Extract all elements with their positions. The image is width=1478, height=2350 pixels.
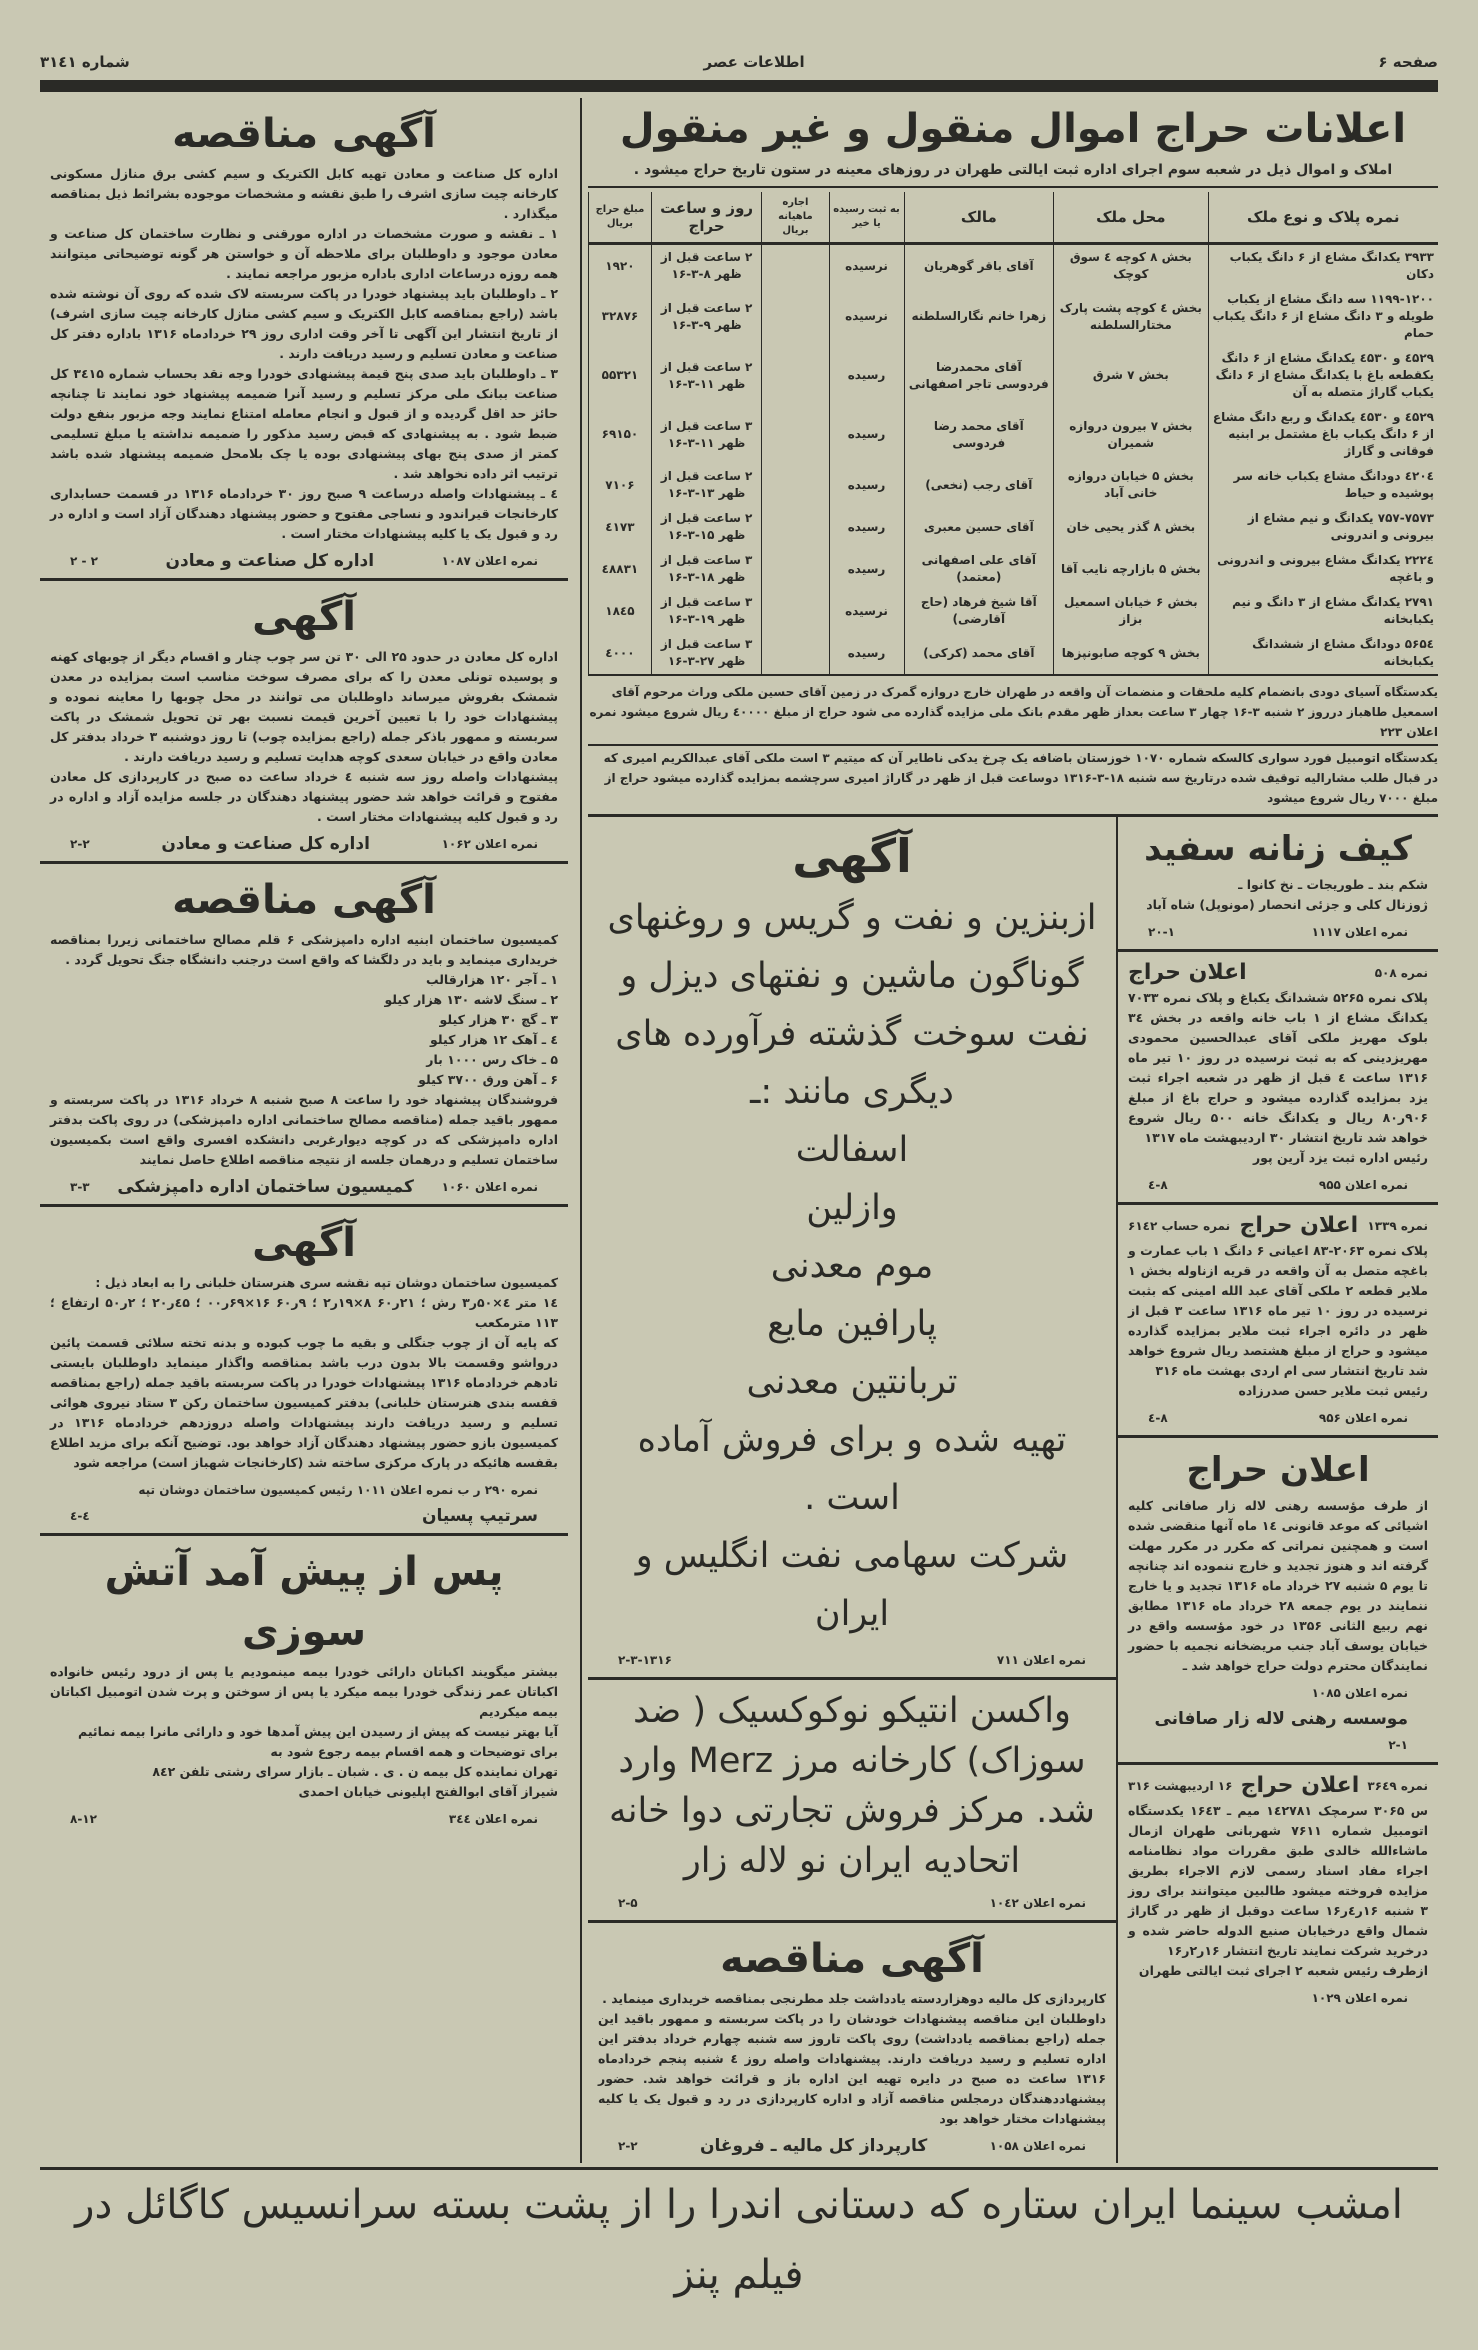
table-cell: آقای باقر گوهریان bbox=[904, 244, 1054, 288]
cinema-banner: امشب سینما ایران ستاره که دستانی اندرا را از پشت بسته سرانسیس کاگائل در فیلم پنز bbox=[40, 2167, 1438, 2310]
table-row bbox=[589, 464, 1439, 506]
ad-title-row bbox=[1128, 958, 1428, 988]
table-cell: بخش ۶ خیابان اسمعیل بزاز bbox=[1054, 590, 1208, 632]
ad-number: نمره اعلان ۱۰۲۹ bbox=[1311, 1991, 1408, 2005]
ad-number: نمره اعلان ۱۱۱۷ bbox=[1311, 925, 1408, 939]
ad-number: نمره اعلان ۱۰۶۲ bbox=[441, 837, 538, 851]
ad-title: اعلان حراج bbox=[1128, 960, 1247, 985]
table-cell: آقای محمد رضا فردوسی bbox=[904, 405, 1054, 464]
table-row bbox=[589, 548, 1439, 590]
table-cell bbox=[762, 506, 829, 548]
table-row bbox=[589, 590, 1439, 632]
ad-code: ۲-۲ bbox=[618, 2139, 638, 2153]
auction-subtitle: املاک و اموال ذیل در شعبه سوم اجرای اداره ثبت ایالتی طهران در روزهای معینه در ستون تاریخ حراج میشود . bbox=[588, 160, 1438, 188]
table-cell: ۵۵۳۲۱ bbox=[589, 346, 652, 405]
ad-paragraph: ۶ ـ آهن ورق ۳۷۰۰ کیلو bbox=[418, 1072, 558, 1087]
ad-line: اتحادیه ایران نو لاله زار bbox=[683, 1841, 1021, 1881]
table-cell bbox=[762, 464, 829, 506]
table-cell: ۱۱۹۹-۱۲۰۰ سه دانگ مشاع از یکباب طویله و ۳ دانگ مشاع از ۶ دانگ یکباب حمام bbox=[1208, 287, 1438, 346]
ad-line: شرکت سهامی نفت انگلیس و ایران bbox=[635, 1536, 1069, 1634]
ad-title-row bbox=[1128, 1771, 1428, 1801]
ad-footer bbox=[50, 833, 558, 855]
table-row bbox=[589, 632, 1439, 674]
ad-paragraph: شکم بند ـ طوریجات ـ نخ کانوا ـ bbox=[1238, 877, 1428, 892]
ad-title: پس از پیش آمد آتش سوزی bbox=[104, 1549, 504, 1655]
ad-paragraph: ۲ ـ داوطلبان باید پیشنهاد خودرا در پاکت سربسته لاک شده که روی آن نوشته شده باشد (راجع بمناقصه کابل الکتریک و سیم کشی منازل کارخانه چیت سازی اشرف) از تاریخ انتشار این آگهی تا آخر وقت اداری روز ۲۹ خردادماه ۱۳۱۶ باداره دفتر کل صناعت و معادن تسلیم و رسید دریافت دارند . bbox=[50, 286, 558, 361]
ad-paragraph: ۱ ـ نقشه و صورت مشخصات در اداره مورقنی و نظارت ساختمان کل صناعت و معادن موجود و داوطلبان برای ملاحظه آن و خواستن هر گونه توضیحاتی میتوانند همه روزه درساعات اداری باداره مزبور مراجعه نمایند . bbox=[50, 226, 558, 281]
ad-code: ۸-٤ bbox=[1148, 1411, 1168, 1425]
ad-number-label: نمره ۳۶٤۹ bbox=[1367, 1779, 1428, 1793]
table-row bbox=[589, 405, 1439, 464]
table-cell: ٤۲۰٤ دودانگ مشاع یکباب خانه سر پوشیده و حیاط bbox=[1208, 464, 1438, 506]
ad-paragraph: ازطرف رئیس شعبه ۲ اجرای ثبت ایالتی طهران bbox=[1138, 1963, 1428, 1978]
table-cell: رسیده bbox=[829, 506, 904, 548]
ad-signature: سرتیپ پسیان bbox=[421, 1506, 538, 1526]
column-header: اجاره ماهیانه بریال bbox=[762, 192, 829, 244]
ad-insurance bbox=[40, 1536, 568, 1836]
table-cell bbox=[762, 346, 829, 405]
ad-signature: اداره کل صناعت و معادن bbox=[161, 834, 370, 854]
table-cell: ۲ ساعت قبل از ظهر ۱۱-۳-۱۶ bbox=[651, 346, 761, 405]
right-region bbox=[580, 98, 1438, 2163]
table-cell: رسیده bbox=[829, 548, 904, 590]
table-cell: ٤۰۰۰ bbox=[589, 632, 652, 674]
table-cell: ۲ ساعت قبل از ظهر ۹-۳-۱۶ bbox=[651, 287, 761, 346]
ad-number: نمره اعلان ۳٤٤ bbox=[448, 1812, 538, 1826]
ad-title: آگهی bbox=[252, 1220, 356, 1266]
table-cell: بخش ۸ گذر یحیی خان bbox=[1054, 506, 1208, 548]
ad-wood-auction bbox=[40, 581, 568, 864]
table-cell: بخش ۹ کوچه صابونپزها bbox=[1054, 632, 1208, 674]
ad-number: نمره اعلان ۷۱۱ bbox=[996, 1653, 1086, 1667]
table-cell: ۱۸٤۵ bbox=[589, 590, 652, 632]
ad-paragraph: ۳ ـ گچ ۳۰ هزار کیلو bbox=[439, 1012, 558, 1027]
page-body bbox=[40, 98, 1438, 2163]
table-cell: بخش ۸ کوچه ٤ سوق کوچک bbox=[1054, 244, 1208, 288]
table-cell: نرسیده bbox=[829, 244, 904, 288]
column-header: به ثبت رسیده یا خیر bbox=[829, 192, 904, 244]
ad-paragraph: پلاک نمره ۵۲۶۵ ششدانگ یکباغ و پلاک نمره ۷۰۳۳ یکدانگ مشاع از ۱ باب خانه واقعه در بخش ۳٤ بلوک مهریز ملکی آقای عبدالحسین محمودی مهریزدینی که به ثبت نرسیده در روز ۱۰ تیر ماه ۱۳۱۶ ساعت ٤ قبل از ظهر در شعبه اجراء ثبت یزد بمزایده گذارده میشود و حراج باغ از مبلغ ۹۰۶ر۸۰ ریال و یکدانگ خانه ۵۰۰ ریال شروع خواهد شد تاریخ انتشار ۳۰ اردیبهشت ماه ۱۳۱۷ bbox=[1128, 990, 1429, 1145]
left-column bbox=[40, 98, 568, 2163]
ad-code: ۲-۳-۱۳۱۶ bbox=[618, 1653, 672, 1667]
ad-paragraph: ژوزنال کلی و جزئی انحصار (مونوپل) شاه آباد bbox=[1146, 897, 1428, 912]
ad-title: اعلان حراج bbox=[1186, 1450, 1370, 1490]
column-header: مبلغ حراج بریال bbox=[589, 192, 652, 244]
table-cell: آقای علی اصفهانی (معتمد) bbox=[904, 548, 1054, 590]
auction-note: یکدستگاه اتومبیل فورد سواری کالسکه شماره ۱۰۷۰ خوزستان باضافه یک چرخ یدکی ناطایر آن که میتیم ۳ است ملکی آقای عبدالکریم امیری که در قبال طلب مشارالیه توقیف شده درتاریخ سه شنبه ۱۸-۳-۱۳۱۶ دوساعت قبل از ظهر در گاراژ امیری سرچشمه بمزایده گذارده میشود حراج از مبلغ ۷۰۰۰ ریال شروع میشود bbox=[603, 751, 1438, 805]
ad-code: ۲-۵ bbox=[618, 1896, 638, 1910]
ad-code: ۲-۲ bbox=[70, 837, 90, 851]
ad-footer bbox=[598, 1649, 1106, 1671]
ad-paragraph: که پایه آن از چوب جنگلی و بقیه ما چوب کبوده و بدنه تخته سلائی قسمت پائین درواشو وقسمت بالا بدون درب باشد بمناقصه واگذار مینماید داوطلبان بایستی تادهم خردادماه ۱۳۱۶ پیشنهادات خودرا در پاکت سربسته باقید جمله (راجع بمناقصه قفسه بندی هنرستان خلبانی) بدفتر کمیسیون ساختمان رکن ۳ ستاد نیروی هوائی تسلیم و رسید دریافت دارند پیشنهادات واصله دروزدهم خردادماه ۱۳۱۶ در کمیسیون بازو حضور پیشنهاد دهندگان آزاد خواهد بود. توضیح آنکه برای مزید اطلاع بقفسه هائیکه در پارک مرکزی ساخته شد (کارخانجات شهباز است) مراجعه شود bbox=[50, 1335, 559, 1470]
ad-paragraph: ۳ ـ داوطلبان باید صدی پنج قیمة پیشنهادی خودرا وجه نقد بحساب شماره ۳٤۱۵ کل صناعت ببانک ملی مرکز تسلیم و رسید آنرا ضمیمه پیشنهاد خود نمایند تا چنانچه حائز حد اقل گردیده و از قبول و انجام معامله امتناع نمایند وجه مزبور بنفع دولت ضبط شود . به پیشنهادی که قبض رسید مذکور را ضمیمه نداشته یا مبلغ تسلیمی کمتر از صدی پنج بهای پیشنهادی بوده یا چک بلامحل ضمیمه پیشنهاد شده باشد ترتیب اثر داده نخواهد شد . bbox=[50, 366, 558, 481]
ad-handbag bbox=[1118, 817, 1438, 952]
ad-account-label: ۱۶ اردیبهشت ۳۱۶ bbox=[1128, 1779, 1233, 1793]
ad-title: آگهی bbox=[252, 594, 356, 640]
ad-line: نفت سوخت گذشته فرآورده های bbox=[615, 1014, 1089, 1054]
ad-paragraph: رئیس ثبت ملایر حسن صدرزاده bbox=[1238, 1383, 1428, 1398]
ad-code: ۲۰-۱ bbox=[1148, 925, 1175, 939]
ad-line: تهیه شده و برای فروش آماده است . bbox=[637, 1420, 1067, 1518]
ad-shelving bbox=[40, 1207, 568, 1536]
table-cell: رسیده bbox=[829, 405, 904, 464]
auction-table bbox=[588, 192, 1438, 674]
ad-code: ۲ - ۲ bbox=[70, 554, 98, 568]
ad-line: شد. مرکز فروش تجارتی دوا خانه bbox=[609, 1791, 1095, 1831]
ad-paragraph: ۵ ـ خاک رس ۱۰۰۰ بار bbox=[426, 1052, 558, 1067]
auction-note: یکدستگاه آسیای دودی بانضمام کلیه ملحقات و منضمات آن واقعه در طهران خارج دروازه گمرک در زمین آقای حسین ملکی وراث مرحوم آقای اسمعیل طاهباز درروز ۲ شنبه ۳-۱۶ چهار ۳ ساعت بعداز ظهر مقدم بانک ملی مزایده گذارده می شود حراج از مبلغ ٤۰۰۰۰ ریال شروع میشود نمره اعلان ۲۲۳ bbox=[588, 680, 1438, 746]
ad-paragraph: پیشنهادات واصله روز سه شنبه ٤ خرداد ساعت ده صبح در کارپردازی کل معادن مفتوح و قرائت خواهد شد حضور پیشنهاد دهندگان در جلسه مزایده آزاد و اداره در رد و قبول کلیه پیشنهادات مختار است . bbox=[50, 769, 559, 824]
table-cell: ۱۹۲۰ bbox=[589, 244, 652, 288]
table-cell: ۳۲۸۷۶ bbox=[589, 287, 652, 346]
table-cell: آقای رجب (نخعی) bbox=[904, 464, 1054, 506]
table-cell bbox=[762, 405, 829, 464]
ad-line: موم معدنی bbox=[770, 1246, 934, 1286]
page-number: صفحه ۶ bbox=[1378, 53, 1438, 71]
ad-paragraph: داوطلبان این مناقصه پیشنهادات خودشان را در پاکت سربسته و ممهور باقید این جمله (راجع بمناقصه یادداشت) روی پاکت تاروز سه شنبه چهارم خرداد بدفتر این اداره تسلیم و رسید دریافت دارند. پیشنهادات واصله روز ٤ شنبه پنجم خردادماه ۱۳۱۶ ساعت ده صبح در دایره تهیه این اداره باز و قرائت خواهد شد. حضور پیشنهاددهندگان درمجلس مناقصه آزاد و اداره کارپردازی در رد و قبول یک یا کلیه پیشنهادات مختار خواهد بود bbox=[598, 2011, 1106, 2126]
table-cell: ۳۹۳۳ یکدانگ مشاع از ۶ دانگ یکباب دکان bbox=[1208, 244, 1438, 288]
table-cell: آقای محمدرضا فردوسی تاجر اصفهانی bbox=[904, 346, 1054, 405]
table-cell: رسیده bbox=[829, 464, 904, 506]
table-cell: ۲۷۹۱ یکدانگ مشاع از ۳ دانگ و نیم یکبابخانه bbox=[1208, 590, 1438, 632]
ad-number: نمره ۲۹۰ ر ب نمره اعلان ۱۰۱۱ رئیس کمیسیون ساختمان دوشان تپه bbox=[138, 1483, 538, 1497]
table-cell: نرسیده bbox=[829, 590, 904, 632]
table-cell bbox=[762, 287, 829, 346]
ad-line: اسفالت bbox=[795, 1130, 909, 1170]
table-cell: ٤۸۸۳۱ bbox=[589, 548, 652, 590]
ad-paragraph: برای توضیحات و همه اقسام بیمه رجوع شود به bbox=[270, 1744, 558, 1759]
ad-title: آگهی bbox=[792, 829, 912, 883]
right-column bbox=[1116, 817, 1438, 2163]
masthead-rule bbox=[40, 80, 1438, 92]
table-cell: بخش ٤ کوچه پشت پارک مختارالسلطنه bbox=[1054, 287, 1208, 346]
ad-auction-3649 bbox=[1118, 1765, 1438, 2015]
ad-line: گوناگون ماشین و نفتهای دیزل و bbox=[620, 956, 1084, 996]
ad-footer bbox=[1128, 921, 1428, 943]
column-header: نمره پلاک و نوع ملک bbox=[1208, 192, 1438, 244]
ad-signature: موسسه رهنی لاله زار صافانی bbox=[1154, 1709, 1408, 1729]
table-cell: ۶۹۱۵۰ bbox=[589, 405, 652, 464]
ad-paragraph: اداره کل معادن در حدود ۲۵ الی ۳۰ تن سر چوب چنار و اقسام دیگر از چوبهای کهنه و پوسیده تونلی معدن را که برای مصرف سوخت مناسب است بمزایده در معدن شمشک بفروش میرساند داوطلبان می توانند در محل چوبها را معاینه نموده و پیشنهادات خود را با تعیین آخرین قیمت نسبت بهر تن تحویل شمشک در پاکت سربسته و ممهور باذکر جمله (راجع بمزایده چوب) تا روز دوشنبه ۳ خرداد بدفتر کل معادن واقع در خیابان سعدی کوچه هدایت تسلیم و رسید دریافت دارند . bbox=[50, 649, 559, 764]
ad-title: آگهی مناقصه bbox=[172, 111, 436, 157]
table-cell: بخش ۵ بازارچه نایب آقا bbox=[1054, 548, 1208, 590]
ad-signature: کارپرداز کل مالیه ـ فروغان bbox=[700, 2136, 928, 2156]
table-cell: ٤۵۲۹ و ٤۵۳۰ یکدانگ و ربع دانگ مشاع از ۶ دانگ یکباب باغ مشتمل بر ابنیه فوقانی و گاراژ bbox=[1208, 405, 1438, 464]
table-header bbox=[589, 192, 1439, 244]
ad-auction-508 bbox=[1118, 952, 1438, 1205]
ad-code: ۸-۱۲ bbox=[70, 1812, 97, 1826]
ad-auction-1339 bbox=[1118, 1205, 1438, 1438]
ad-number: نمره اعلان ۹۵۵ bbox=[1318, 1178, 1408, 1192]
table-cell: زهرا خانم نگارالسلطنه bbox=[904, 287, 1054, 346]
ad-title: آگهی مناقصه bbox=[720, 1936, 984, 1982]
table-row bbox=[589, 346, 1439, 405]
ad-code: ۳-۳ bbox=[70, 1180, 90, 1194]
newspaper-name: اطلاعات عصر bbox=[703, 53, 805, 71]
ad-number: نمره اعلان ۱۰۶۰ bbox=[441, 1180, 538, 1194]
ad-paragraph: کمیسیون ساختمان دوشان تپه نقشه سری هنرستان خلبانی را به ابعاد ذیل : bbox=[95, 1275, 558, 1290]
ad-paragraph: س ۳۰۶۵ سرمچک ۱٤۲۷۸۱ میم ـ ۱۶٤۳ یکدستگاه اتومبیل شماره ۷۶۱۱ شهربانی طهران ازمال ماشاءالله خالدی طبق مقررات مواد نظامنامه اجراء مفاد اسناد رسمی لازم الاجراء بطریق مزایده فروخته میشود طالبین میتوانند برای روز ۳ شنبه ۱۶ر٤ر۱۶ ساعت دوقبل از ظهر در گاراژ شمال واقع درخیابان صنیع الدوله حاضر شده و درخرید شرکت نمایند تاریخ انتشار ۱۶ر۲ر۱۶ bbox=[1128, 1803, 1428, 1958]
table-cell: ۳ ساعت قبل از ظهر ۲۷-۳-۱۶ bbox=[651, 632, 761, 674]
table-cell: ۳ ساعت قبل از ظهر ۱۹-۳-۱۶ bbox=[651, 590, 761, 632]
table-cell: ۳ ساعت قبل از ظهر ۱۱-۳-۱۶ bbox=[651, 405, 761, 464]
table-cell: ۳ ساعت قبل از ظهر ۱۸-۳-۱۶ bbox=[651, 548, 761, 590]
table-body bbox=[589, 244, 1439, 675]
ad-code: ۸-٤ bbox=[1148, 1178, 1168, 1192]
ad-account-label: نمره حساب ۶۱٤۲ bbox=[1128, 1219, 1231, 1233]
ad-paragraph: کارپردازی کل مالیه دوهزاردسته یادداشت جلد مطرنجی بمناقصه خریداری مینماید . bbox=[602, 1991, 1106, 2006]
issue-number: شماره ۳۱٤۱ bbox=[40, 53, 130, 71]
ad-paragraph: شیراز آقای ابوالفتح اپلیونی خیابان احمدی bbox=[298, 1784, 558, 1799]
ad-paragraph: ۱٤ متر ٤×۵۰ر۳ رش ؛ ۲۱ر۶۰ ۸×۱۹ر۲ ؛ ۹ر۶۰ ۱۶×۶۹ر۰۰ ؛ ٤۵ر۲۰ ؛ ۲ر۵۰ ارتفاع ؛ ۱۱۳ مترمکعب bbox=[50, 1295, 559, 1330]
ad-tender-notebooks bbox=[588, 1923, 1116, 2163]
ad-number: نمره اعلان ۱۰۸۷ bbox=[441, 554, 538, 568]
ad-paragraph: بیشتر میگویند اکباتان دارائی خودرا بیمه مینمودیم یا پس از درود رئیس خانواده اکباتان عمر زندگی خودرا بیمه میکرد یا پس از سوختن و پرت شدن اتومبیل اکباتان بیمه میکردیم bbox=[50, 1664, 558, 1719]
table-cell: ٤۵۲۹ و ٤۵۳۰ یکدانگ مشاع از ۶ دانگ یکقطعه باغ با یکدانگ مشاع از ۶ دانگ یکباب گاراژ متصله به آن bbox=[1208, 346, 1438, 405]
table-cell bbox=[762, 244, 829, 288]
ad-paragraph: ٤ ـ آهک ۱۲ هزار کیلو bbox=[430, 1032, 558, 1047]
ad-oil-company bbox=[588, 817, 1116, 1680]
table-cell: رسیده bbox=[829, 632, 904, 674]
ad-paragraph: ۲ ـ سنگ لاشه ۱۳۰ هزار کیلو bbox=[384, 992, 558, 1007]
column-header: مالک bbox=[904, 192, 1054, 244]
ad-tender-electric bbox=[40, 98, 568, 581]
table-cell: آقا شیخ فرهاد (حاج آقارضی) bbox=[904, 590, 1054, 632]
table-cell: ۲ ساعت قبل از ظهر ۸-۳-۱۶ bbox=[651, 244, 761, 288]
ad-footer bbox=[598, 1892, 1106, 1914]
column-header: محل ملک bbox=[1054, 192, 1208, 244]
ad-signature: اداره کل صناعت و معادن bbox=[165, 551, 375, 571]
table-cell: ۵۶۵٤ دودانگ مشاع از ششدانگ یکبابخانه bbox=[1208, 632, 1438, 674]
table-cell: بخش ۵ خیابان دروازه خانی آباد bbox=[1054, 464, 1208, 506]
table-cell: آقای محمد (کرکی) bbox=[904, 632, 1054, 674]
ad-line: تربانتین معدنی bbox=[746, 1362, 958, 1402]
table-cell bbox=[762, 548, 829, 590]
ad-pawn-auction bbox=[1118, 1438, 1438, 1765]
table-cell: ۷۵۷-۷۵۷۳ یکدانگ و نیم مشاع از بیرونی و اندرونی bbox=[1208, 506, 1438, 548]
table-cell bbox=[762, 632, 829, 674]
table-cell: بخش ۷ بیرون دروازه شمیران bbox=[1054, 405, 1208, 464]
table-cell bbox=[762, 590, 829, 632]
ad-paragraph: اداره کل صناعت و معادن تهیه کابل الکتریک و سیم کشی برق منازل مسکونی کارخانه چیت سازی اشرف را طبق نقشه و مشخصات موجوده بشرائط ذیل بمناقصه میگذارد . bbox=[50, 166, 558, 221]
ad-title: کیف زنانه سفید bbox=[1144, 829, 1412, 869]
ad-paragraph: از طرف مؤسسه رهنی لاله زار صافانی کلیه اشیائی که موعد قانونی ۱٤ ماه آنها منقضی شده است و همچنین نمراتی که مکرر در مکرر مهلت گرفته اند و هنوز تجدید و خارج ننموده اند چنانچه تا یوم ۵ شنبه ۲۷ خرداد ماه ۱۳۱۶ تجدید و یا خارج ننمایند در یوم جمعه ۲۸ خرداد ماه ۱۳۱۶ مطابق نهم ربیع الثانی ۱۳۵۶ در خود مؤسسه واقع در خیابان یوسف آباد جنب مریضخانه نجمیه با حضور نمایندگان محترم دولت حراج خواهد شد ـ bbox=[1128, 1498, 1429, 1673]
masthead bbox=[40, 50, 1438, 74]
table-cell: آقای حسین معبری bbox=[904, 506, 1054, 548]
ad-paragraph: ۱ ـ آجر ۱۲۰ هزارقالب bbox=[425, 972, 558, 987]
ad-line: پارافین مایع bbox=[767, 1304, 937, 1344]
ad-paragraph: کمیسیون ساختمان ابنیه اداره دامپزشکی ۶ قلم مصالح ساختمانی زیررا بمناقصه خریداری مینماید و باید در دلگشا که واقع است درجنب دانشگاه جنگ تحویل گردد . bbox=[50, 932, 558, 967]
ad-paragraph: تهران نماینده کل بیمه ن . ی . شبان ـ بازار سرای رشتی تلفن ۸٤۲ bbox=[152, 1764, 558, 1779]
ad-line: ازبنزین و نفت و گریس و روغنهای bbox=[607, 898, 1097, 938]
table-row bbox=[589, 506, 1439, 548]
ad-paragraph: پلاک نمره ۲۰۶۳-۸۳ اعیانی ۶ دانگ ۱ باب عمارت و باغچه متصل به آن واقعه در قریه ازناوله بخش ۱ ملایر قطعه ۲ ملکی آقای عبد الله امینی که بثبت نرسیده در روز ۱۰ تیر ماه ۱۳۱۶ ساعت ۳ قبل از ظهر در دائره اجراء ثبت ملایر بمزایده گذارده میشود و حراج از مبلغ هشتصد ریال شروع خواهد شد تاریخ انتشار سی ام اردی بهشت ماه ۳۱۶ bbox=[1128, 1243, 1428, 1378]
ad-footer bbox=[50, 1176, 558, 1198]
ad-number: نمره اعلان ۱۰۵۸ bbox=[989, 2139, 1086, 2153]
ad-footer bbox=[50, 1808, 558, 1830]
ad-signature: کمیسیون ساختمان اداره دامپزشکی bbox=[117, 1177, 414, 1197]
ad-number: نمره اعلان ۹۵۶ bbox=[1318, 1411, 1408, 1425]
center-column bbox=[588, 817, 1116, 2163]
ad-tender-materials bbox=[40, 864, 568, 1207]
ad-vaccine bbox=[588, 1680, 1116, 1923]
ad-title: اعلان حراج bbox=[1239, 1213, 1359, 1238]
ad-paragraph: آیا بهتر نیست که پیش از رسیدن این پیش آمدها خود و دارائی مانرا بیمه نمائیم bbox=[78, 1724, 558, 1739]
ad-paragraph: فروشندگان پیشنهاد خود را ساعت ۸ صبح شنبه ۸ خرداد ۱۳۱۶ در پاکت سربسته و ممهور باقید جمله (مناقصه مصالح ساختمانی اداره دامپزشکی) در روی پاکت بدفتر اداره دامپزشکی که در کوچه دیوارغربی دانشکده افسری واقع است بکمیسیون ساختمان تسلیم و درهمان جلسه از نتیجه مناقصه اطلاع حاصل نمایند bbox=[50, 1092, 559, 1167]
ad-number: نمره اعلان ۱۰٤۲ bbox=[989, 1896, 1086, 1910]
ad-footer bbox=[598, 2135, 1106, 2157]
ad-line: واکسن انتیکو نوکوکسیک ( ضد bbox=[633, 1691, 1071, 1731]
ad-paragraph: رئیس اداره ثبت یزد آرین پور bbox=[1252, 1150, 1428, 1165]
ad-title: آگهی مناقصه bbox=[172, 877, 436, 923]
ad-footer bbox=[50, 550, 558, 572]
table-cell: رسیده bbox=[829, 346, 904, 405]
auction-notes bbox=[588, 674, 1438, 810]
table-row bbox=[589, 287, 1439, 346]
ad-number-label: نمره ۱۳۳۹ bbox=[1367, 1219, 1428, 1233]
table-row bbox=[589, 244, 1439, 288]
ad-number: نمره اعلان ۱۰۸۵ bbox=[1311, 1686, 1408, 1700]
table-cell: ۷۱۰۶ bbox=[589, 464, 652, 506]
table-cell: بخش ۷ شرق bbox=[1054, 346, 1208, 405]
ad-title: اعلان حراج bbox=[1240, 1773, 1360, 1798]
ad-line: دیگری مانند :ـ bbox=[750, 1072, 954, 1112]
table-cell: ۲ ساعت قبل از ظهر ۱۵-۳-۱۶ bbox=[651, 506, 761, 548]
table-cell: نرسیده bbox=[829, 287, 904, 346]
lower-columns bbox=[588, 814, 1438, 2163]
ad-line: سوزاک) کارخانه مرز Merz وارد bbox=[618, 1741, 1086, 1781]
ad-line: وازلین bbox=[806, 1188, 898, 1228]
table-cell: ٤۱۷۳ bbox=[589, 506, 652, 548]
ad-title-row bbox=[1128, 1211, 1428, 1241]
ad-footer bbox=[1128, 1682, 1428, 1756]
ad-footer bbox=[50, 1479, 558, 1527]
table-cell: ۲ ساعت قبل از ظهر ۱۳-۳-۱۶ bbox=[651, 464, 761, 506]
ad-footer bbox=[1128, 1174, 1428, 1196]
ad-footer bbox=[1128, 1987, 1428, 2009]
auction-title: اعلانات حراج اموال منقول و غیر منقول bbox=[619, 106, 1407, 152]
ad-number-label: نمره ۵۰۸ bbox=[1374, 966, 1428, 980]
ad-footer bbox=[1128, 1407, 1428, 1429]
ad-paragraph: ٤ ـ پیشنهادات واصله درساعت ۹ صبح روز ۳۰ خردادماه ۱۳۱۶ در قسمت حسابداری کارخانجات قیراندود و نساجی مفتوح و حضور پیشنهاد دهندگان آزاد است و اداره در رد و قبول یک یا کلیه پیشنهادات مختار است . bbox=[50, 486, 558, 541]
ad-code: ٤-٤ bbox=[70, 1509, 90, 1523]
column-header: روز و ساعت حراج bbox=[651, 192, 761, 244]
table-cell: ۲۲۲٤ یکدانگ مشاع بیرونی و اندرونی و باغچه bbox=[1208, 548, 1438, 590]
ad-code: ۲-۱ bbox=[1388, 1738, 1408, 1752]
